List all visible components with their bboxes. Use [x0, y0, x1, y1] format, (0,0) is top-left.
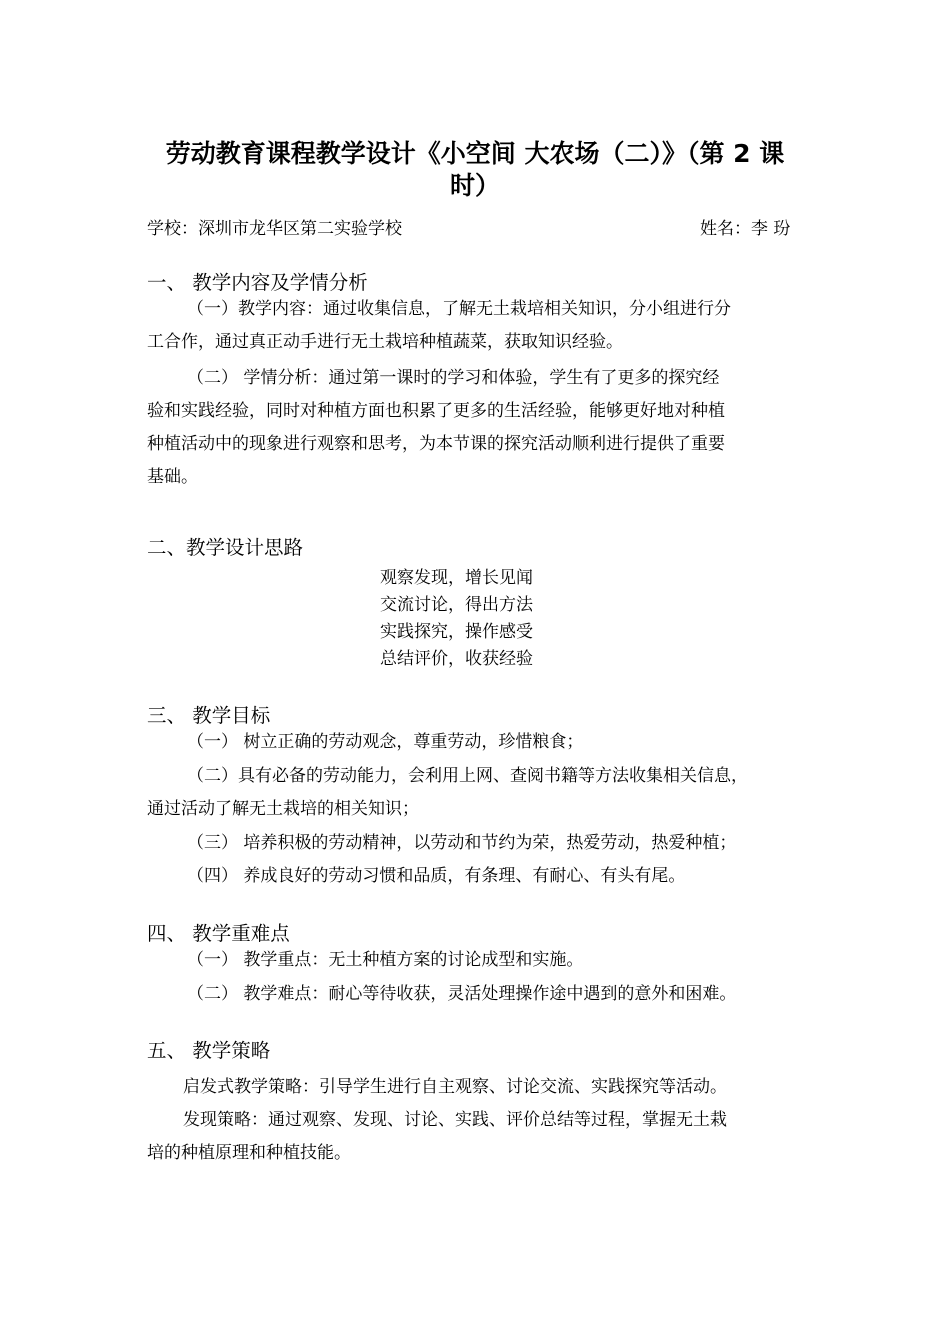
section-3-heading: 三、 教学目标: [147, 704, 271, 727]
section-2-heading: 二、教学设计思路: [147, 536, 304, 559]
goal-2-line-1: （二）具有必备的劳动能力，会利用上网、查阅书籍等方法收集相关信息，: [187, 766, 748, 786]
author-info: 姓名：李 玢: [700, 219, 791, 239]
strategy-2-line-2: 培的种植原理和种植技能。: [147, 1143, 351, 1163]
section-1-paragraph-1-line-1: （一）教学内容：通过收集信息，了解无土栽培相关知识，分小组进行分: [187, 299, 731, 319]
section-1-paragraph-1-line-2: 工合作，通过真正动手进行无土栽培种植蔬菜，获取知识经验。: [147, 332, 623, 352]
design-idea-line: 交流讨论，得出方法: [380, 595, 533, 615]
school-info: 学校：深圳市龙华区第二实验学校: [147, 219, 402, 239]
design-idea-line: 总结评价，收获经验: [380, 649, 533, 669]
section-1-paragraph-2-line-1: （二） 学情分析：通过第一课时的学习和体验，学生有了更多的探究经: [187, 368, 720, 388]
key-point: （一） 教学重点：无土种植方案的讨论成型和实施。: [187, 950, 584, 970]
design-idea-line: 实践探究，操作感受: [380, 622, 533, 642]
goal-1: （一） 树立正确的劳动观念，尊重劳动，珍惜粮食；: [187, 732, 584, 752]
design-idea-line: 观察发现，增长见闻: [380, 568, 533, 588]
section-1-paragraph-2-line-2: 验和实践经验，同时对种植方面也积累了更多的生活经验，能够更好地对种植: [147, 401, 725, 421]
document-title-line-2: 时）: [449, 171, 500, 200]
strategy-1: 启发式教学策略：引导学生进行自主观察、讨论交流、实践探究等活动。: [183, 1077, 727, 1097]
section-1-paragraph-2-line-3: 种植活动中的现象进行观察和思考，为本节课的探究活动顺利进行提供了重要: [147, 434, 725, 454]
goal-3: （三） 培养积极的劳动精神，以劳动和节约为荣，热爱劳动，热爱种植；: [187, 833, 737, 853]
section-5-heading: 五、 教学策略: [147, 1039, 271, 1062]
goal-2-line-2: 通过活动了解无土栽培的相关知识；: [147, 799, 419, 819]
section-4-heading: 四、 教学重难点: [147, 922, 290, 945]
section-1-heading: 一、 教学内容及学情分析: [147, 271, 368, 294]
strategy-2-line-1: 发现策略：通过观察、发现、讨论、实践、评价总结等过程，掌握无土栽: [183, 1110, 727, 1130]
section-1-paragraph-2-line-4: 基础。: [147, 467, 198, 487]
goal-4: （四） 养成良好的劳动习惯和品质，有条理、有耐心、有头有尾。: [187, 866, 686, 886]
document-title-line-1: 劳动教育课程教学设计《小空间 大农场（二）》（第 2 课: [165, 139, 785, 168]
difficult-point: （二） 教学难点：耐心等待收获，灵活处理操作途中遇到的意外和困难。: [187, 984, 737, 1004]
